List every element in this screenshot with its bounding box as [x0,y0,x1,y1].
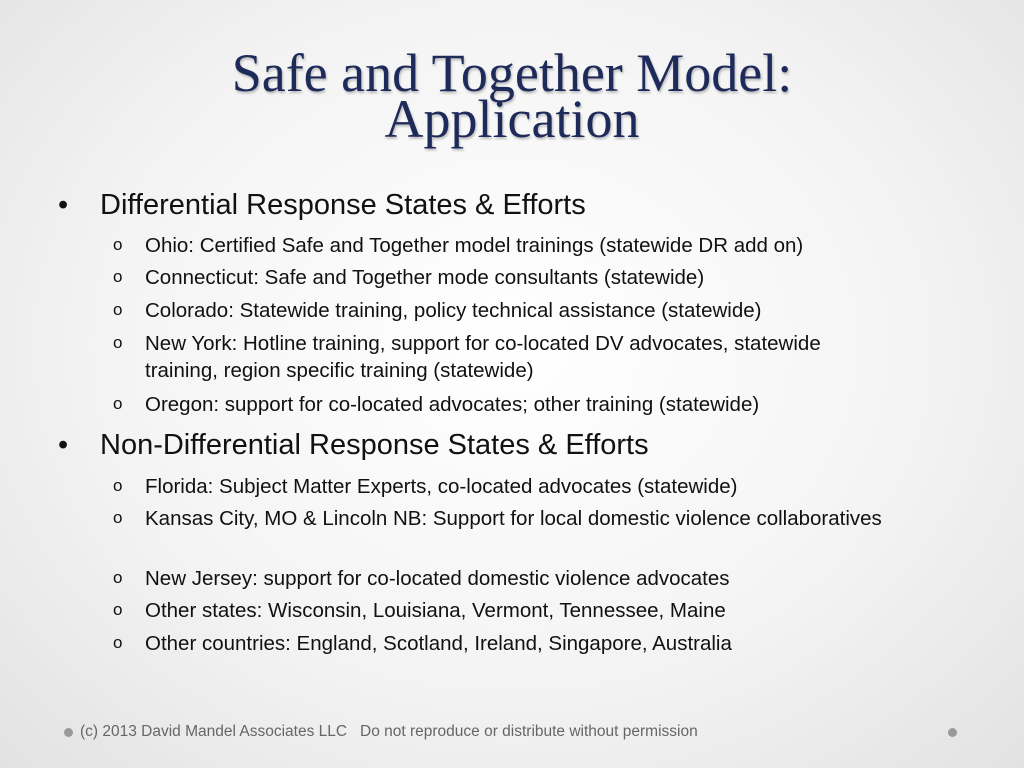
bullet-icon: o [113,300,123,319]
footer-dot-icon [64,728,73,737]
footer-dot-icon [948,728,957,737]
title-line-2: Application [384,89,640,149]
bullet-icon: o [113,235,123,254]
bullet-icon: o [113,394,123,413]
bullet-icon: o [113,633,123,652]
bullet-icon: • [58,189,69,221]
title-line-1: Safe and Together Model: [231,43,793,103]
bullet-icon: o [113,600,123,619]
bullet-icon: o [113,267,123,286]
bullet-icon: o [113,568,123,587]
bullet-icon: o [113,476,123,495]
bullet-icon: • [58,429,69,461]
slide-title [0,43,1024,149]
footer-text: (c) 2013 David Mandel Associates LLC Do not reproduce or distribute without permission [80,723,698,740]
bullet-icon: o [113,508,123,527]
bullet-icon: o [113,333,123,352]
